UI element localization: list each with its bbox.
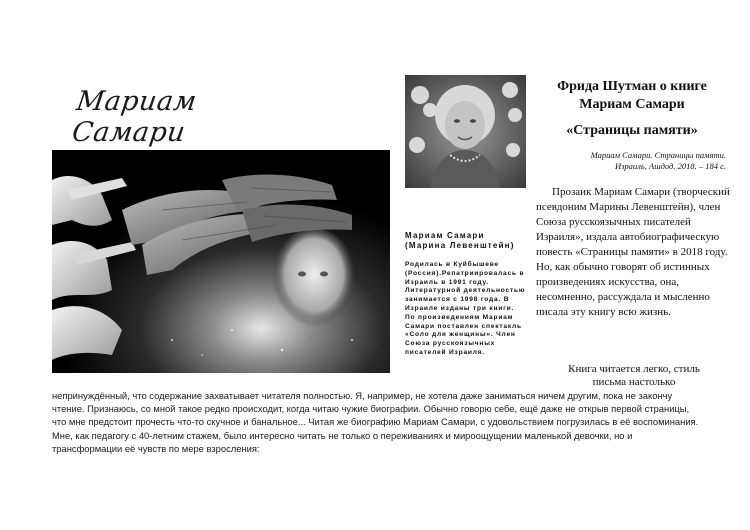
citation-line2: Израиль, Ашдод. 2018. – 184 с. [614, 161, 726, 171]
author-caption [405, 231, 527, 358]
author-bio: Родилась в Куйбышеве (Россия).Репатриировалась в Израиль в 1991 году. Литературной деятельностью занимается с 1998 года. В Израиле изданы три книги. По произведениям Мариам Самари поставлен спектакль «Соло для женщины». Член Союза русскоязычных писателей Израиля. [405, 261, 526, 356]
author-name-line1: Мариам Самари [405, 231, 485, 240]
article-title-line1: Фрида Шутман о книге [557, 79, 707, 94]
article-subtitle: «Страницы памяти» [566, 123, 698, 138]
paragraph-2-line2: письма настолько [592, 376, 676, 388]
article-title [532, 78, 732, 114]
body-text: непринуждённый, что содержание захватывает читателя полностью. Я, например, не хотела даже заниматься ничем другим, пока не закончу чтение. Признаюсь, со мной такое редко происходит, когда читаю чужие биографии. Обычно говорю себе, ещё даже не открыв первой страницы, что мне предстоит прочесть что-то скучное и банальное... Читая же биографию Мариам Самари, с удовольствием погрузилась в её воспоминания. Мне, как педагогу с 40-летним стажем, было интересно читать не только о переживаниях и мироощущении маленькой девочки, но и трансформации её чувств по мере взросления: [52, 390, 699, 454]
author-name [405, 231, 527, 251]
author-name-line2: (Марина Левенштейн) [405, 241, 515, 250]
paragraph-1-text: Прозаик Мариам Самари (творческий псевдоним Марины Левенштейн), член Союза русскоязычных писателей Израиля», издала автобиографическую повесть «Страницы памяти» в 2018 году. Но, как обычно говорят об истинных произведениях искусства, она, несомненно, рассуждала и мысленно писала эту книгу всю жизнь. [536, 186, 730, 318]
portrait-illustration [405, 75, 526, 188]
hands-illustration [52, 150, 390, 373]
article-title-line2: Мариам Самари [579, 97, 685, 112]
script-title: Мариам Самари [70, 86, 199, 148]
citation-line1: Мариам Самари. Страницы памяти. [590, 150, 726, 160]
book-citation [548, 150, 726, 172]
paragraph-2-line1: Книга читается легко, стиль [568, 363, 700, 375]
paragraph-1 [536, 185, 732, 320]
paragraph-2-start [536, 363, 732, 389]
author-portrait [405, 75, 526, 188]
hands-photo [52, 150, 390, 373]
